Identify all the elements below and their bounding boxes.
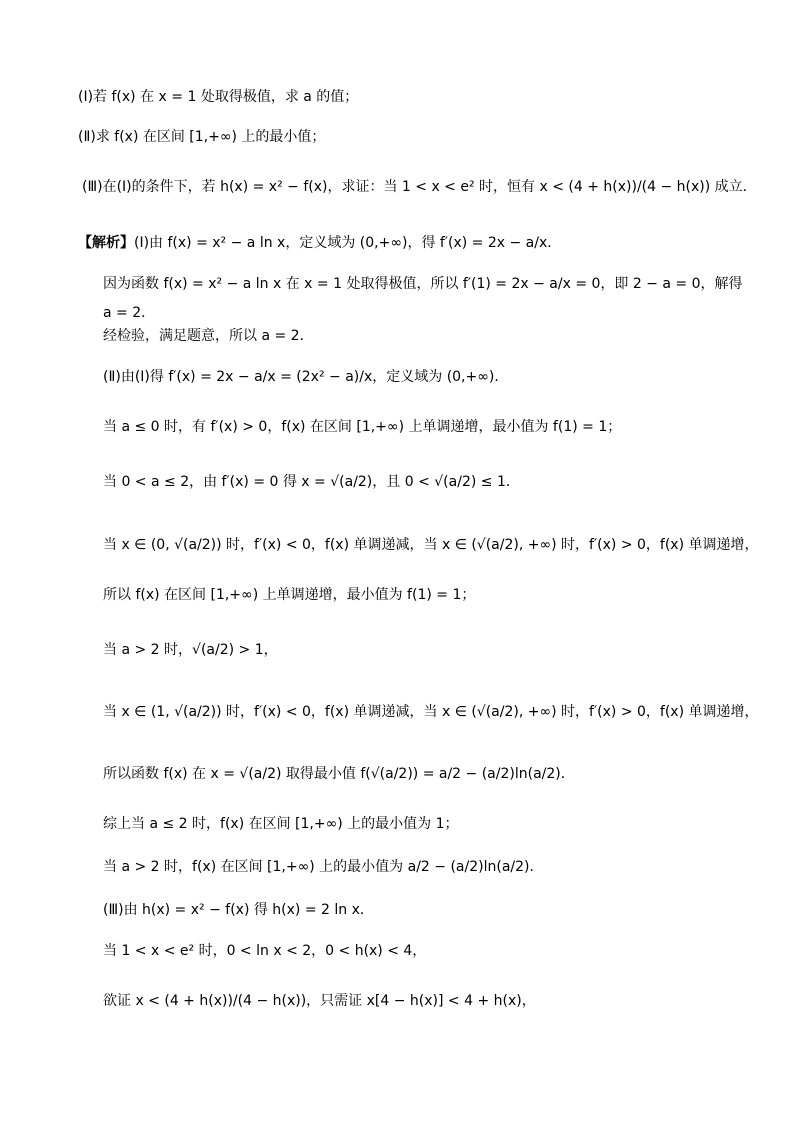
analysis-label: 【解析】 [78, 235, 134, 251]
question-3: (Ⅲ)在(Ⅰ)的条件下，若 h(x) = x² − f(x)，求证：当 1 < x < e² 时，恒有 x < (4 + h(x))/(4 − h(x)) 成立． [82, 179, 757, 195]
analysis-line-6: 当 a ≤ 0 时，有 f′(x) > 0，f(x) 在区间 [1,+∞) 上单调递增，最小值为 f(1) = 1； [103, 419, 622, 435]
analysis-line-12: 所以函数 f(x) 在 x = √(a/2) 取得最小值 f(√(a/2)) = a/2 − (a/2)ln(a/2)． [103, 766, 575, 782]
analysis-line-7: 当 0 < a ≤ 2，由 f′(x) = 0 得 x = √(a/2)，且 0 < √(a/2) ≤ 1． [103, 474, 520, 490]
analysis-line-5: (Ⅱ)由(Ⅰ)得 f′(x) = 2x − a/x = (2x² − a)/x，定义域为 (0,+∞)． [103, 369, 509, 385]
analysis-line-11: 当 x ∈ (1, √(a/2)) 时，f′(x) < 0，f(x) 单调递减，当 x ∈ (√(a/2), +∞) 时，f′(x) > 0，f(x) 单调递增， [103, 704, 759, 720]
analysis-line-1 [78, 234, 561, 252]
analysis-line-17: 欲证 x < (4 + h(x))/(4 − h(x))，只需证 x[4 − h(x)] < 4 + h(x)， [103, 993, 536, 1009]
question-2: (Ⅱ)求 f(x) 在区间 [1,+∞) 上的最小值； [78, 129, 326, 145]
analysis-line-9: 所以 f(x) 在区间 [1,+∞) 上单调递增，最小值为 f(1) = 1； [103, 587, 476, 603]
analysis-line-4: 经检验，满足题意，所以 a = 2． [103, 328, 314, 344]
analysis-line-3: a = 2． [103, 305, 156, 321]
analysis-line-14: 当 a > 2 时，f(x) 在区间 [1,+∞) 上的最小值为 a/2 − (a/2)ln(a/2)． [103, 859, 544, 875]
analysis-line-15: (Ⅲ)由 h(x) = x² − f(x) 得 h(x) = 2 ln x． [103, 902, 374, 918]
analysis-line-2: 因为函数 f(x) = x² − a ln x 在 x = 1 处取得极值，所以 f′(1) = 2x − a/x = 0，即 2 − a = 0，解得 [103, 276, 743, 292]
question-1: (Ⅰ)若 f(x) 在 x = 1 处取得极值，求 a 的值； [78, 89, 359, 105]
analysis-line-8: 当 x ∈ (0, √(a/2)) 时，f′(x) < 0，f(x) 单调递减，当 x ∈ (√(a/2), +∞) 时，f′(x) > 0，f(x) 单调递增， [103, 537, 759, 553]
analysis-line-16: 当 1 < x < e² 时，0 < ln x < 2，0 < h(x) < 4， [103, 943, 427, 959]
analysis-part1-text: (Ⅰ)由 f(x) = x² − a ln x，定义域为 (0,+∞)，得 f′(x) = 2x − a/x． [134, 235, 562, 251]
analysis-line-10: 当 a > 2 时，√(a/2) > 1， [103, 642, 278, 658]
analysis-line-13: 综上当 a ≤ 2 时，f(x) 在区间 [1,+∞) 上的最小值为 1； [103, 816, 459, 832]
